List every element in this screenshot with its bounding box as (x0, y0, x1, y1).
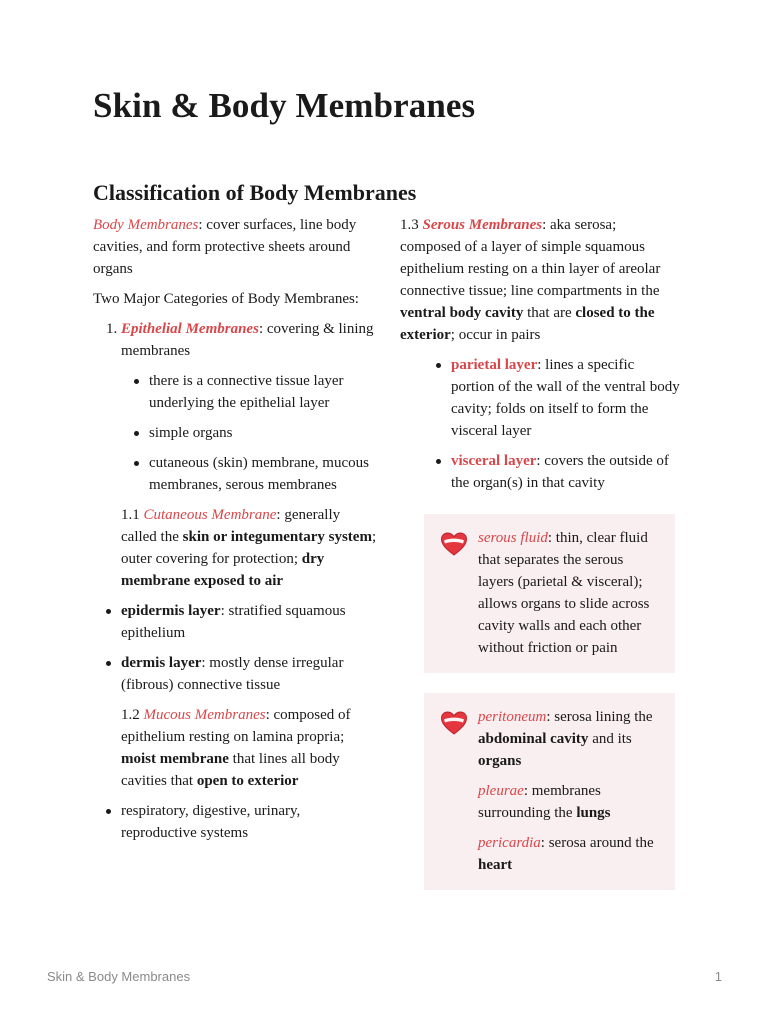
heart-icon (440, 531, 468, 557)
heart-icon (440, 710, 468, 736)
term-serous-fluid: serous fluid (478, 530, 548, 546)
term-cutaneous-membrane: Cutaneous Membrane (143, 507, 277, 523)
body-text: ; outer covering for protection; (121, 529, 377, 567)
page-number: 1 (714, 969, 722, 984)
intro-paragraph (93, 214, 378, 280)
body-text: : composed of epithelium resting on lamina propria; (121, 707, 351, 745)
term-mucous-membranes: Mucous Membranes (143, 707, 266, 723)
body-text: ; occur in pairs (450, 327, 541, 343)
term-pericardia: pericardia (478, 835, 541, 851)
pericardia-text (478, 832, 661, 876)
body-text: : serosa lining the (546, 709, 653, 725)
section-number: 1.1 (121, 507, 144, 523)
peritoneum-text (478, 706, 661, 772)
serous-fluid-text (478, 527, 661, 659)
term-parietal-layer: parietal layer (451, 357, 538, 373)
list-item (121, 652, 378, 696)
list-item (451, 450, 680, 494)
right-column (400, 214, 680, 502)
cutaneous-bullets (93, 600, 378, 696)
bold-term: open to exterior (196, 773, 299, 789)
pleurae-text (478, 780, 661, 824)
bold-term: moist membrane (121, 751, 229, 767)
term-serous-membranes: Serous Membranes (422, 217, 543, 233)
bold-term: organs (478, 753, 522, 769)
body-text: that are (523, 305, 576, 321)
cutaneous-paragraph (121, 504, 378, 592)
list-item (121, 600, 378, 644)
body-text: : mostly dense irregular (fibrous) connective tissue (121, 655, 344, 693)
footer-title: Skin & Body Membranes (47, 969, 191, 984)
two-major-paragraph: Two Major Categories of Body Membranes: (93, 291, 359, 307)
list-item: there is a connective tissue layer underlying the epithelial layer (149, 370, 378, 414)
bold-term: abdominal cavity (478, 731, 589, 747)
body-text: : covers the outside of the organ(s) in that cavity (451, 453, 669, 491)
bold-term: lungs (576, 805, 611, 821)
body-text: : lines a specific portion of the wall of the ventral body cavity; folds on itself to form the visceral layer (451, 357, 680, 439)
serous-layers-bullets (400, 354, 680, 494)
list-item: cutaneous (skin) membrane, mucous membranes, serous membranes (149, 452, 378, 496)
intro-text: : cover surfaces, line body cavities, and form protective sheets around organs (93, 217, 357, 277)
body-text: and its (588, 731, 632, 747)
list-item: simple organs (149, 422, 378, 444)
bold-term: skin or integumentary system (182, 529, 372, 545)
term-dermis: dermis layer (121, 655, 202, 671)
callout-serosa-names (424, 693, 675, 890)
body-text: : serosa around the (540, 835, 654, 851)
serous-paragraph (400, 214, 680, 346)
section-number: 1.2 (121, 707, 144, 723)
bold-term: closed to the exterior (400, 305, 655, 343)
mucous-bullets (93, 800, 378, 844)
term-body-membranes: Body Membranes (93, 217, 199, 233)
bold-term: ventral body cavity (400, 305, 524, 321)
term-epithelial-membranes: Epithelial Membranes (121, 321, 259, 337)
list-item (451, 354, 680, 442)
section-heading: Classification of Body Membranes (93, 180, 417, 205)
term-epidermis: epidermis layer (121, 603, 221, 619)
bold-term: dry membrane exposed to air (121, 551, 325, 589)
mucous-paragraph (121, 704, 378, 792)
term-visceral-layer: visceral layer (451, 453, 537, 469)
body-text: : stratified squamous epithelium (121, 603, 346, 641)
cat1-text: : covering & lining membranes (121, 321, 374, 359)
page-title: Skin & Body Membranes (93, 86, 476, 125)
body-text: : membranes surrounding the (478, 783, 601, 821)
list-item: respiratory, digestive, urinary, reproductive systems (121, 800, 378, 844)
epithelial-bullets (121, 370, 378, 496)
list-item (121, 318, 378, 496)
bold-term: heart (478, 857, 513, 873)
left-column (93, 214, 378, 852)
callout-serous-fluid (424, 514, 675, 673)
major-categories-list (93, 318, 378, 496)
body-text: that lines all body cavities that (121, 751, 340, 789)
body-text: : aka serosa; composed of a layer of simple squamous epithelium resting on a thin layer of areolar connective tissue; line compartments in the (400, 217, 661, 299)
term-pleurae: pleurae (478, 783, 524, 799)
section-number: 1.3 (400, 217, 423, 233)
body-text: : thin, clear fluid that separates the serous layers (parietal & visceral); allows organs to slide across cavity walls and each other without friction or pain (478, 530, 650, 656)
body-text: : generally called the (121, 507, 341, 545)
term-peritoneum: peritoneum (478, 709, 547, 725)
